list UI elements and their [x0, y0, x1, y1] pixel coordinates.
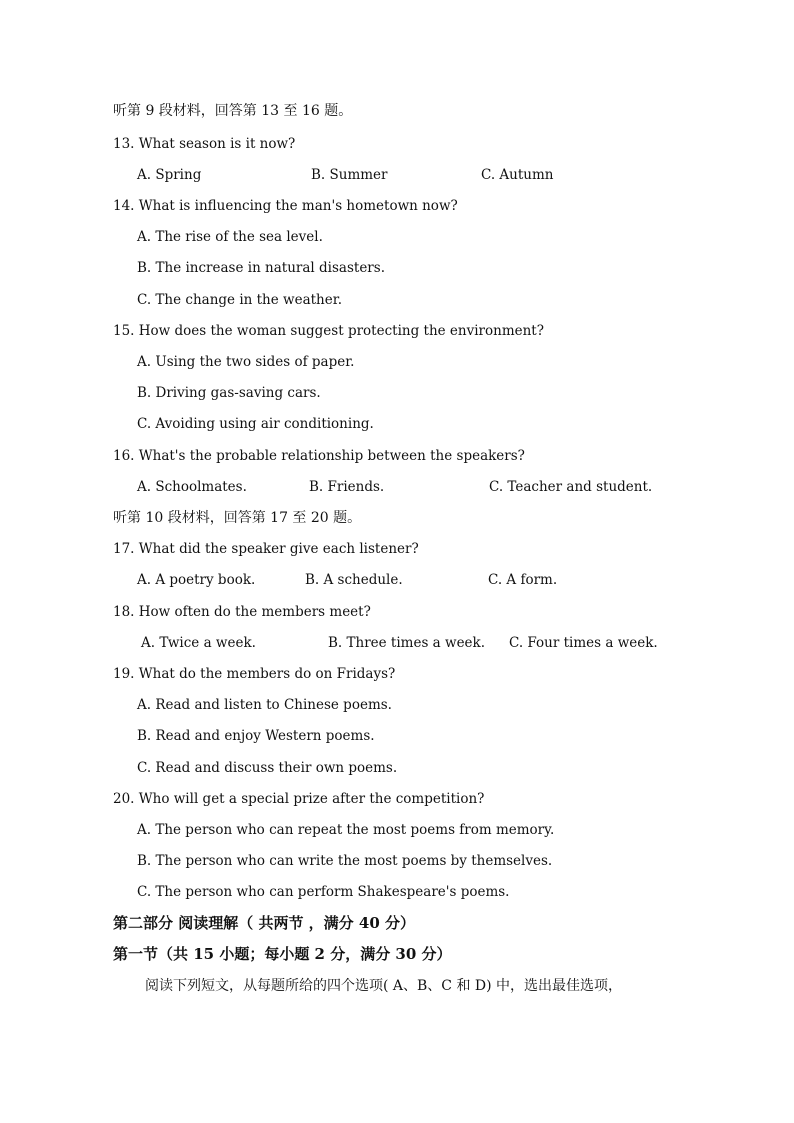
question-14-stem: 14. What is influencing the man's hometown now? — [113, 198, 458, 214]
question-20-stem: 20. Who will get a special prize after the competition? — [113, 791, 485, 807]
q17-option-b: B. A schedule. — [305, 572, 403, 588]
section9-header: 听第 9 段材料，回答第 13 至 16 题。 — [113, 103, 353, 119]
question-19-stem: 19. What do the members do on Fridays? — [113, 666, 396, 682]
question-18-stem: 18. How often do the members meet? — [113, 604, 371, 620]
q18-option-c: C. Four times a week. — [509, 635, 658, 651]
q18-option-b: B. Three times a week. — [328, 635, 486, 651]
question-13-stem: 13. What season is it now? — [113, 136, 296, 152]
part2-instruction: 阅读下列短文，从每题所给的四个选项( A、B、C 和 D) 中，选出最佳选项， — [145, 978, 623, 994]
q19-option-a: A. Read and listen to Chinese poems. — [137, 697, 392, 713]
q16-option-c: C. Teacher and student. — [489, 479, 653, 495]
q14-option-c: C. The change in the weather. — [137, 292, 342, 308]
q20-option-b: B. The person who can write the most poems by themselves. — [137, 853, 553, 869]
q19-option-c: C. Read and discuss their own poems. — [137, 760, 398, 776]
q18-option-a: A. Twice a week. — [141, 635, 256, 651]
part2-section1-header: 第一节（共 15 小题；每小题 2 分，满分 30 分） — [113, 945, 452, 963]
q19-option-b: B. Read and enjoy Western poems. — [137, 728, 375, 744]
q20-option-c: C. The person who can perform Shakespeare's poems. — [137, 884, 510, 900]
q16-option-b: B. Friends. — [309, 479, 385, 495]
q14-option-a: A. The rise of the sea level. — [137, 229, 323, 245]
q15-option-a: A. Using the two sides of paper. — [137, 354, 355, 370]
part2-title: 第二部分 阅读理解（ 共两节 ，满分 40 分） — [113, 914, 415, 932]
q20-option-a: A. The person who can repeat the most poems from memory. — [137, 822, 555, 838]
q15-option-c: C. Avoiding using air conditioning. — [137, 416, 374, 432]
q13-option-a: A. Spring — [137, 167, 202, 183]
q15-option-b: B. Driving gas-saving cars. — [137, 385, 321, 401]
question-16-stem: 16. What's the probable relationship between the speakers? — [113, 448, 525, 464]
q14-option-b: B. The increase in natural disasters. — [137, 260, 385, 276]
q13-option-b: B. Summer — [311, 167, 388, 183]
question-17-stem: 17. What did the speaker give each listener? — [113, 541, 419, 557]
q17-option-c: C. A form. — [488, 572, 558, 588]
q13-option-c: C. Autumn — [481, 167, 554, 183]
question-15-stem: 15. How does the woman suggest protecting the environment? — [113, 323, 544, 339]
section10-header: 听第 10 段材料，回答第 17 至 20 题。 — [113, 510, 362, 526]
q16-option-a: A. Schoolmates. — [137, 479, 247, 495]
q17-option-a: A. A poetry book. — [137, 572, 256, 588]
